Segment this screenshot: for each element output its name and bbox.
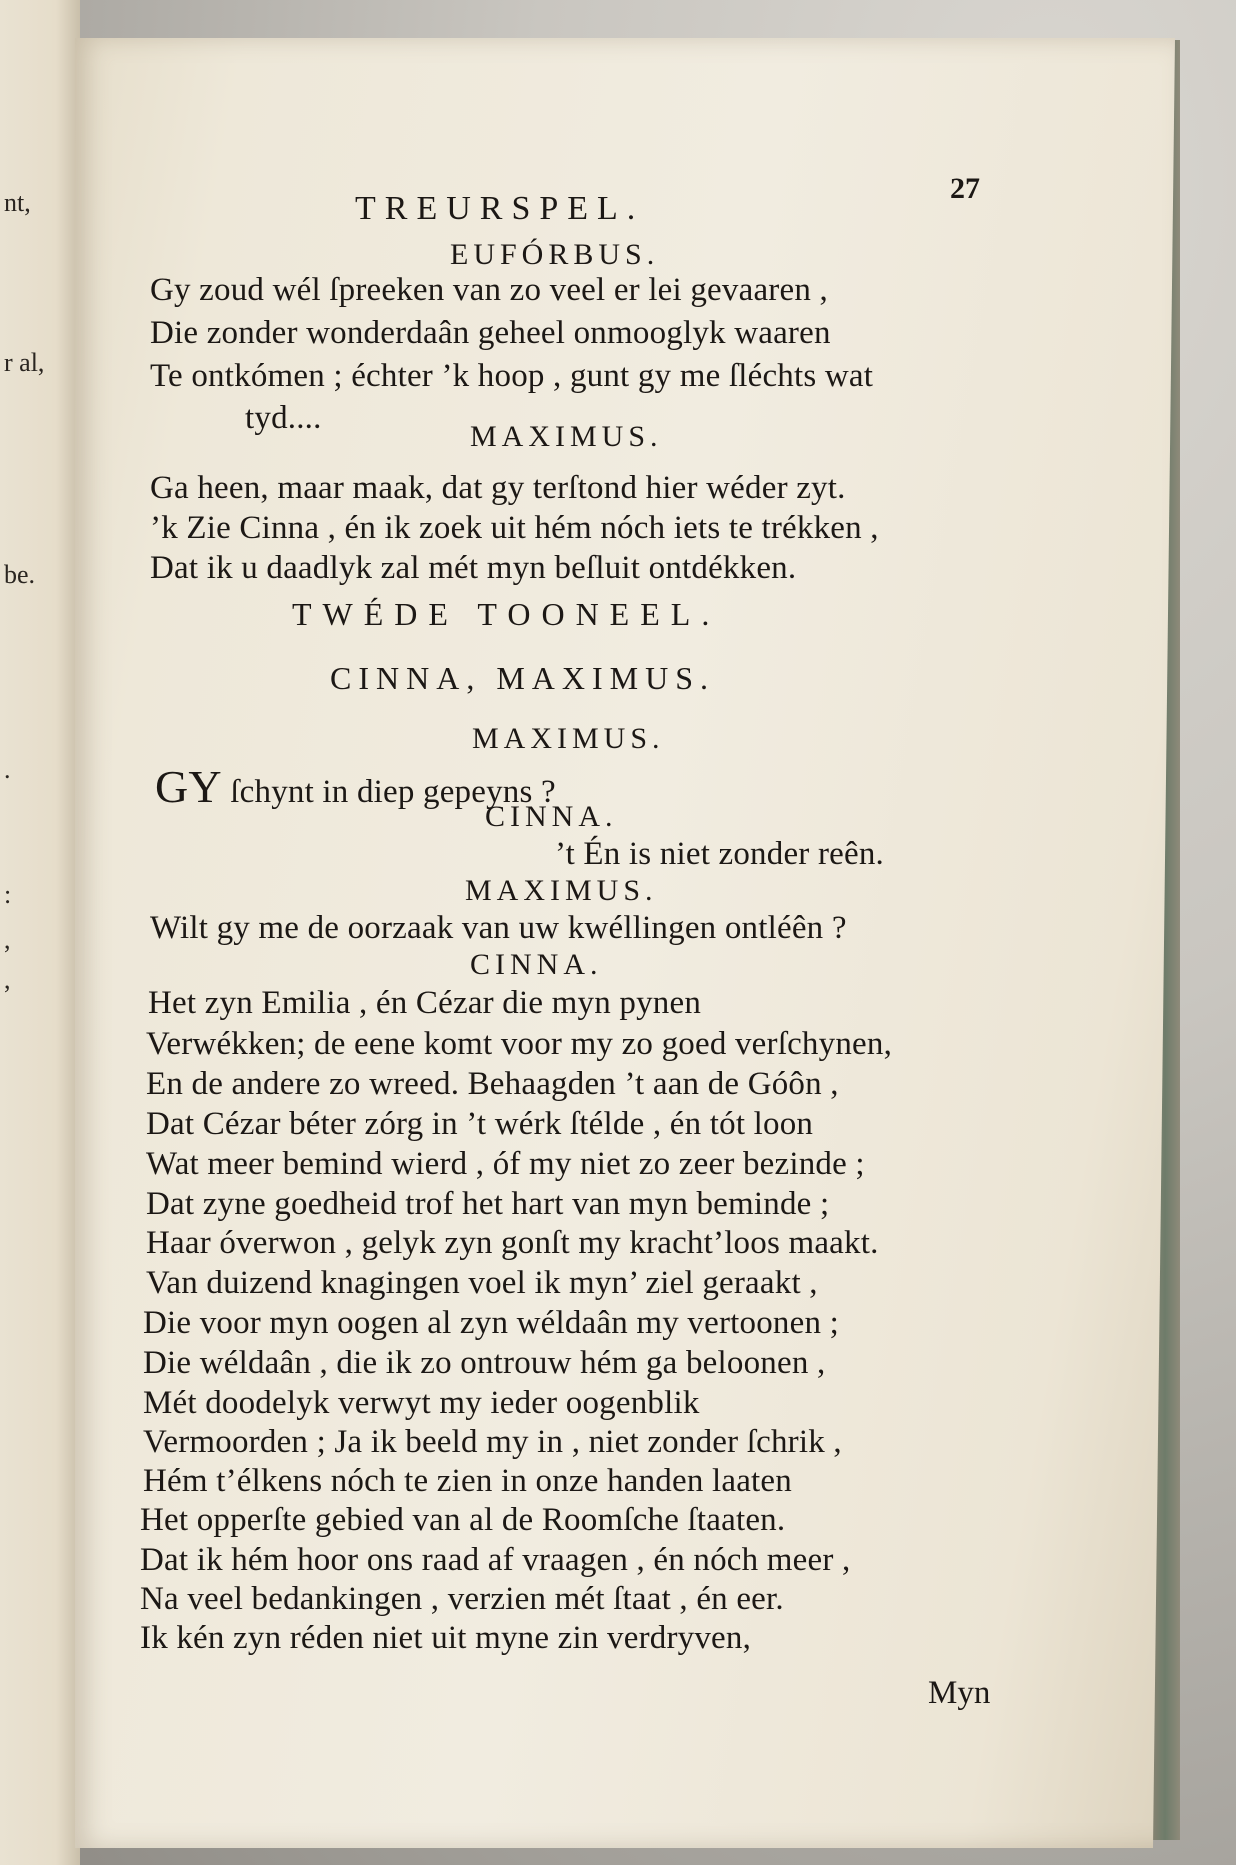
verse-line: Dat zyne goedheid trof het hart van myn beminde ; (146, 1186, 830, 1222)
verse-line: Haar óverwon , gelyk zyn gonſt my kracht’loos maakt. (146, 1225, 879, 1261)
dialogue-line: ’t Én is niet zonder reên. (555, 836, 884, 872)
left-page-fragment: nt, (4, 188, 31, 217)
verse-line: ’k Zie Cinna , én ik zoek uit hém nóch iets te trékken , (150, 510, 879, 546)
verse-line: Te ontkómen ; échter ’k hoop , gunt gy me ſléchts wat (150, 358, 874, 394)
verse-line: Van duizend knagingen voel ik myn’ ziel geraakt , (146, 1265, 818, 1301)
speaker-name: EUFÓRBUS. (450, 238, 660, 271)
verse-line: Ik kén zyn réden niet uit myne zin verdryven, (140, 1620, 752, 1656)
left-page-fragment: . (4, 755, 11, 784)
verse-line: Ga heen, maar maak, dat gy terſtond hier wéder zyt. (150, 470, 846, 506)
verse-line: Vermoorden ; Ja ik beeld my in , niet zonder ſchrik , (143, 1424, 842, 1460)
verse-line: Wat meer bemind wierd , óf my niet zo zeer bezinde ; (146, 1146, 865, 1182)
dialogue-text: ſchynt in diep gepeyns ? (230, 774, 556, 810)
speaker-name: CINNA. (485, 800, 618, 833)
verse-line: Die voor myn oogen al zyn wéldaân my vertoonen ; (143, 1305, 839, 1341)
verse-line: Dat ik u daadlyk zal mét myn beſluit ontdékken. (150, 550, 797, 586)
verse-line: Verwékken; de eene komt voor my zo goed verſchynen, (146, 1026, 893, 1062)
left-page-fragment: r al, (4, 348, 45, 377)
scene-characters: CINNA, MAXIMUS. (330, 660, 716, 696)
speaker-name: MAXIMUS. (465, 874, 658, 907)
drop-cap: GY (155, 761, 222, 812)
left-page-fragment: : (4, 880, 12, 909)
verse-line: Die wéldaân , die ik zo ontrouw hém ga beloonen , (143, 1345, 826, 1381)
left-page-fragment: be. (4, 560, 36, 589)
verse-line: Mét doodelyk verwyt my ieder oogenblik (143, 1385, 700, 1421)
verse-line: Gy zoud wél ſpreeken van zo veel er lei gevaaren , (150, 272, 828, 308)
speaker-name: CINNA. (470, 948, 603, 981)
verse-line: Na veel bedankingen , verzien mét ſtaat , én eer. (140, 1581, 784, 1617)
verse-line: Het opperſte gebied van al de Roomſche ſtaaten. (140, 1502, 786, 1538)
catchword: Myn (928, 1675, 991, 1711)
verse-line: Hém t’élkens nóch te zien in onze handen laaten (143, 1463, 792, 1499)
speaker-name: MAXIMUS. (472, 722, 665, 755)
dialogue-line: Wilt gy me de oorzaak van uw kwéllingen ontléên ? (150, 910, 847, 946)
scene-title: TWÉDE TOONEEL. (292, 596, 721, 632)
left-page-fragment: , (4, 965, 11, 994)
verse-line: En de andere zo wreed. Behaagden ’t aan de Góôn , (146, 1066, 839, 1102)
verse-line: Die zonder wonderdaân geheel onmooglyk waaren (150, 315, 831, 351)
speaker-name: MAXIMUS. (470, 420, 663, 453)
verse-line: Dat ik hém hoor ons raad af vraagen , én nóch meer , (140, 1542, 851, 1578)
verse-line: Het zyn Emilia , én Cézar die myn pynen (148, 985, 702, 1021)
page-number: 27 (950, 172, 980, 205)
running-title: TREURSPEL. (355, 190, 645, 227)
left-page-fragment: , (4, 925, 11, 954)
verse-line: tyd.... (245, 400, 322, 436)
verse-line: Dat Cézar béter zórg in ’t wérk ſtélde , én tót loon (146, 1106, 814, 1142)
